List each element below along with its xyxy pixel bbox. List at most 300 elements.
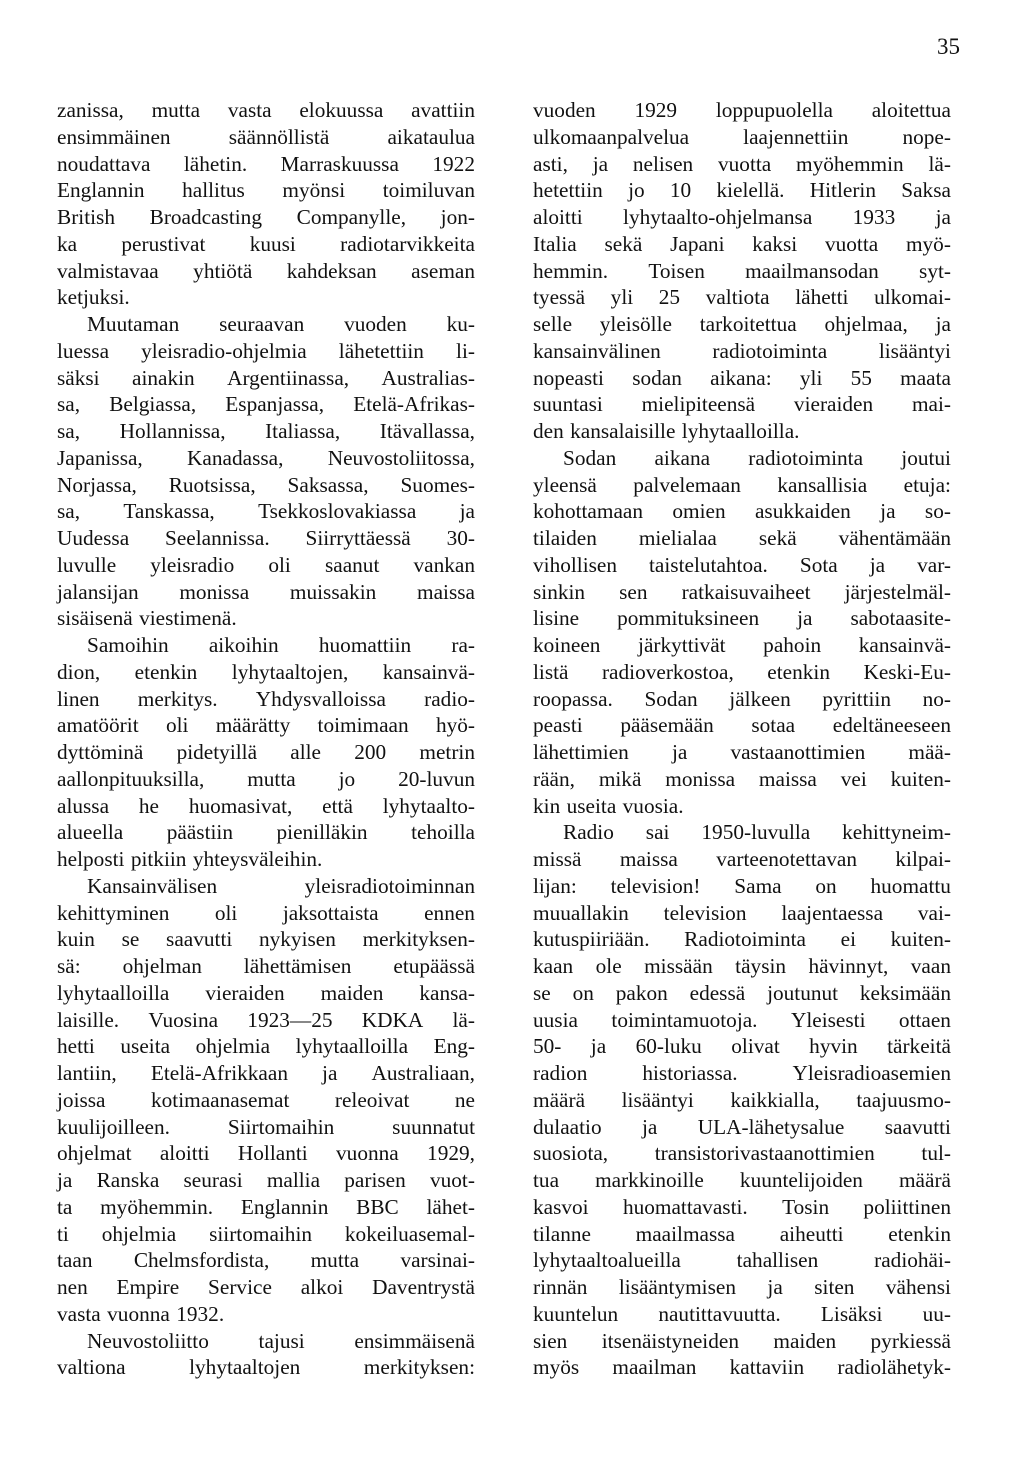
word: uusia [533,1007,578,1032]
word: myö- [905,231,951,256]
word: 1950-luvulla [701,820,811,845]
word: loppupuolella [715,98,833,122]
word: sa, [57,392,81,417]
word: varsinai- [400,1248,475,1273]
word: mielipiteensä [641,392,756,417]
word: radiotoiminta [712,338,828,363]
word: kuuntelijoiden [739,1168,863,1192]
word: tärkeitä [887,1034,951,1059]
word: amatöörit [57,713,139,738]
word: kuusi [249,231,296,256]
word: hallitus [182,178,245,203]
word: monissa [179,579,250,604]
word: taajuusmo- [856,1087,951,1112]
word: ohjelmaa, [824,312,908,336]
word: toimintamuotoja. [611,1007,758,1032]
word: monissa [665,766,736,791]
word: määrätty [215,713,291,738]
word: ulkomai- [874,285,951,310]
text-line [57,900,475,927]
word: maissa [417,579,475,604]
word: aloitettua [871,98,951,122]
word: 1922 [432,151,475,176]
word: maissa [619,847,678,871]
word: valtiona [57,1355,126,1380]
word: pahoin [763,633,822,657]
word: laajentaessa [781,900,884,925]
word: aikoihin [208,633,279,657]
word: Chelmsfordista, [133,1248,270,1273]
text-line [533,900,951,927]
word: pitkiin [130,847,187,871]
word: avattiin [411,98,475,122]
word: ohjelman [122,954,202,978]
word: vei [840,766,867,791]
word: taan [57,1248,93,1273]
word: 25 [658,285,681,310]
word: koineen [533,633,601,657]
word: säännöllistä [228,124,330,149]
word: etuja: [903,472,951,497]
word: radiolähetyk- [837,1355,951,1380]
word: lisääntyi [878,338,951,363]
text-line [533,1247,951,1274]
word: selle [533,312,573,336]
word: kaksi [752,231,798,256]
word: joissa [57,1087,106,1112]
word: lyhytaaltojen, [231,659,349,684]
word: vuosia. [622,793,684,818]
word: Sota [799,552,838,577]
word: kin [533,793,561,818]
word: maissa [758,766,817,791]
word: Belgiassa, [109,392,197,417]
word: sinkin [533,579,586,604]
word: kielellä. [716,178,785,203]
text-line [57,525,475,552]
word: Englannin [240,1194,329,1219]
word: luessa [57,338,110,363]
text-line [57,1087,475,1114]
text-line [57,1060,475,1087]
text-line [533,579,951,606]
text-line [57,1140,475,1167]
text-line [533,1274,951,1301]
text-line [533,1221,951,1248]
word: Siirtomaihin [227,1114,335,1139]
text-line [57,819,475,846]
word: tarkoitettua [699,312,797,336]
word: mää- [908,740,951,764]
word: kansainvälinen [533,338,661,363]
word: vuonna [107,1301,170,1326]
word: yli [799,365,823,390]
word: Broadcasting [149,205,262,229]
word: ka [57,231,78,256]
word: 10 [669,178,692,203]
text-line [533,739,951,766]
word: ohjelmat [57,1141,132,1166]
text-line [57,1114,475,1141]
word: hävinnyt, [808,954,889,978]
word: ne [454,1087,475,1112]
word: Sama [734,873,782,898]
word: kansainvä- [382,659,475,684]
word: pyrkiessä [870,1328,951,1353]
word: saanut [324,552,380,577]
text-line [57,445,475,472]
word: vuoden [344,312,407,336]
word: 1923—25 [247,1007,333,1032]
word: ja [57,1168,73,1192]
word: Service [208,1275,272,1299]
word: kutuspiiriään. [533,927,650,952]
text-line [533,846,951,873]
text-line [57,793,475,820]
word: lyhytaaltoalueilla [533,1248,681,1273]
text-line [533,338,951,365]
word: Norjassa, [57,472,137,497]
word: BBC [356,1194,399,1219]
word: television [663,900,747,925]
word: maailmassa [635,1221,736,1246]
word: kuiten- [890,766,951,791]
word: on [572,980,594,1005]
word: ja [869,552,886,577]
word: parisen [344,1168,406,1192]
word: Daventrystä [372,1275,475,1299]
word: hemmin. [533,258,609,283]
word: ti [57,1221,69,1246]
text-line [533,1087,951,1114]
word: olivat [731,1034,780,1059]
word: var- [917,552,951,577]
word: sekä [604,231,643,256]
word: alle [290,740,321,764]
word: lijan: [533,873,577,898]
word: jo [628,178,645,203]
word: helposti [57,847,125,871]
word: kohottamaan [533,499,643,524]
word: ja [322,1061,338,1085]
word: yhteysväleihin. [192,847,323,871]
word: Yleisradioasemien [792,1061,951,1085]
text-line [533,1194,951,1221]
word: kokeiluasemal- [344,1221,475,1246]
word: hetettiin [533,178,603,203]
word: joutunut [767,980,839,1005]
word: Japani [670,231,725,256]
word: yhtiötä [193,258,253,283]
word: 50- [533,1034,562,1059]
text-line [57,1221,475,1248]
word: tajusi [258,1328,305,1353]
word: Sodan [563,445,617,470]
word: muuallakin [533,900,629,925]
word: maailmansodan [745,258,879,283]
word: Etelä-Afrikas- [353,392,475,417]
text-line [533,766,951,793]
word: yleisradio-ohjelmia [141,338,307,363]
text-line [533,124,951,151]
word: missä [533,847,582,871]
word: radiohäi- [874,1248,951,1273]
word: tyessä [533,285,586,310]
word: suuntasi [533,392,603,417]
word: Uudessa [57,526,130,550]
word: lyhytaalloilla [57,980,170,1005]
word: siirtomaihin [209,1221,313,1246]
word: merkityksen- [362,927,475,952]
word: toimiluvan [382,178,475,203]
word: alkoi [300,1275,344,1299]
text-line [533,712,951,739]
word: omien [672,499,726,524]
word: roopassa. [533,686,613,711]
word: missään [644,954,713,978]
text-line [533,1140,951,1167]
text-line [57,231,475,258]
word: kaikkialla, [730,1087,820,1112]
text-line [57,1033,475,1060]
text-line [57,712,475,739]
word: lyhytaalto-ohjelmansa [623,205,813,229]
text-line [57,980,475,1007]
text-line [57,1328,475,1355]
word: muissakin [289,579,377,604]
word: siten [814,1275,855,1299]
word: järjestelmäl- [844,579,951,604]
text-line [533,284,951,311]
word: huomattiin [318,633,412,657]
word: huomasivat, [188,793,293,818]
word: li- [456,338,475,363]
word: Radio [563,820,614,845]
text-line [57,846,475,873]
word: vuotta [824,231,879,256]
text-line [533,1114,951,1141]
word: Australias- [381,365,475,390]
word: lisine [533,606,580,631]
word: Saksa [901,178,951,203]
word: myöhemmin. [100,1194,214,1219]
word: lisääntyi [621,1087,694,1112]
word: vai- [917,900,951,925]
word: sen [619,579,648,604]
text-line [533,498,951,525]
word: kuulijoilleen. [57,1114,170,1139]
word: se [533,980,551,1005]
word: sä: [57,954,81,978]
word: hyvin [809,1034,858,1059]
text-line [533,231,951,258]
word: etenkin [134,659,198,684]
word: kansalaisille [570,419,676,443]
word: vuonna [336,1141,399,1166]
word: Ruotsissa, [168,472,256,497]
word: ja [880,499,896,524]
word: nen [57,1275,88,1299]
word: edessä [689,980,746,1005]
word: pakon [615,980,668,1005]
text-line [57,1301,475,1328]
word: historiassa. [642,1061,738,1085]
word: syt- [919,258,951,283]
text-line [533,1007,951,1034]
word: jon- [440,205,475,229]
word: ja [459,499,475,524]
word: sabotaasite- [850,606,951,631]
word: vuotta [718,151,772,176]
word: ensimmäinen [57,124,171,149]
word: taistelutahtoa. [649,552,768,577]
word: dion, [57,659,101,684]
text-line [533,659,951,686]
word: noudattava [57,151,151,176]
word: kansa- [419,980,475,1005]
text-line [57,1354,475,1381]
word: lä- [452,1007,475,1032]
word: ensimmäisenä [354,1328,475,1353]
word: saavutti [166,927,233,952]
word: kansallisia [777,472,868,497]
word: perustivat [121,231,206,256]
word: maata [900,365,951,390]
word: sotaa [751,713,796,738]
word: lähettimien [533,740,629,764]
word: useita [120,1034,171,1059]
word: lyhytaalloilla [295,1034,409,1059]
word: aikana: [710,365,772,390]
word: pyrittiin [822,686,891,711]
text-line [533,258,951,285]
word: Samoihin [87,633,169,657]
text-line [533,1167,951,1194]
word: Hollanti [237,1141,308,1166]
word: ratkaisuvaiheet [681,579,811,604]
text-line [57,365,475,392]
word: useita [566,793,617,818]
word: sa, [57,499,81,524]
word: määrä [898,1168,951,1192]
text-line [533,953,951,980]
word: Hollannissa, [119,419,226,443]
word: mai- [911,392,951,417]
word: Australiaan, [371,1061,475,1085]
word: tehoilla [411,820,475,845]
page-number: 35 [937,34,960,59]
word: ja [767,1275,783,1299]
word: pienilläkin [276,820,368,845]
word: 1933 [852,205,896,229]
word: television! [610,873,701,898]
text-line [533,525,951,552]
text-line [57,632,475,659]
text-line [533,1060,951,1087]
word: Argentiinassa, [227,365,350,390]
word: vasta [227,98,272,122]
word: aikataulua [387,124,475,149]
word: ja [641,1114,658,1139]
word: Toisen [648,258,705,283]
text-line [533,1301,951,1328]
word: kansainvä- [858,633,951,657]
word: linen [57,686,100,711]
word: lähetin. [183,151,248,176]
word: Sodan [644,686,698,711]
word: kehittyneim- [842,820,951,845]
text-line [57,284,475,311]
word: Empire [116,1275,180,1299]
word: sa, [57,419,81,443]
word: ohjelmia [195,1034,271,1059]
word: kuuntelun [533,1301,619,1326]
word: sisäisenä [57,606,133,631]
word: lantiin, [57,1061,117,1085]
word: kattaviin [729,1355,805,1380]
word: ULA-lähetysalue [697,1114,845,1139]
word: Tsekkoslovakiassa [258,499,417,524]
text-column-left [57,97,475,1381]
word: yleisradiotoiminnan [304,873,475,898]
word: jo [338,766,356,791]
word: lähet- [426,1194,475,1219]
word: valtiota [705,285,770,310]
word: vastaanottimien [730,740,866,764]
word: Keski-Eu- [863,659,951,684]
word: Italia [533,231,577,256]
word: ohjelmia [101,1221,177,1246]
word: elokuussa [299,98,384,122]
word: 30- [446,526,475,550]
word: asukkaiden [754,499,851,524]
word: nopeasti [533,365,604,390]
text-line [57,1247,475,1274]
word: jalansijan [57,579,139,604]
word: hetti [57,1034,95,1059]
word: nautittavuutta. [658,1301,781,1326]
text-line [57,177,475,204]
word: tua [533,1168,560,1192]
text-line [57,338,475,365]
text-line [57,1274,475,1301]
word: järkyttivät [638,633,726,657]
word: saavutti [884,1114,951,1139]
word: ja [935,205,951,229]
word: uu- [922,1301,951,1326]
word: so- [924,499,951,524]
word: ku- [446,312,475,336]
word: ei [840,927,857,952]
word: myös [533,1355,580,1380]
word: metrin [419,740,475,764]
text-line [57,605,475,632]
word: luvulle [57,552,117,577]
word: merkityksen: [363,1355,475,1380]
word: etupäässä [393,954,475,978]
word: tilanne [533,1221,591,1246]
word: vaan [910,954,951,978]
text-line [533,177,951,204]
word: lähettämisen [243,954,352,978]
word: kehittyminen [57,900,170,925]
word: seurasi [183,1168,243,1192]
word: vankan [413,552,475,577]
word: Siirryttäessä [305,526,411,550]
word: laisille. [57,1007,120,1032]
word: Radiotoiminta [684,927,807,952]
word: Espanjassa, [225,392,325,417]
